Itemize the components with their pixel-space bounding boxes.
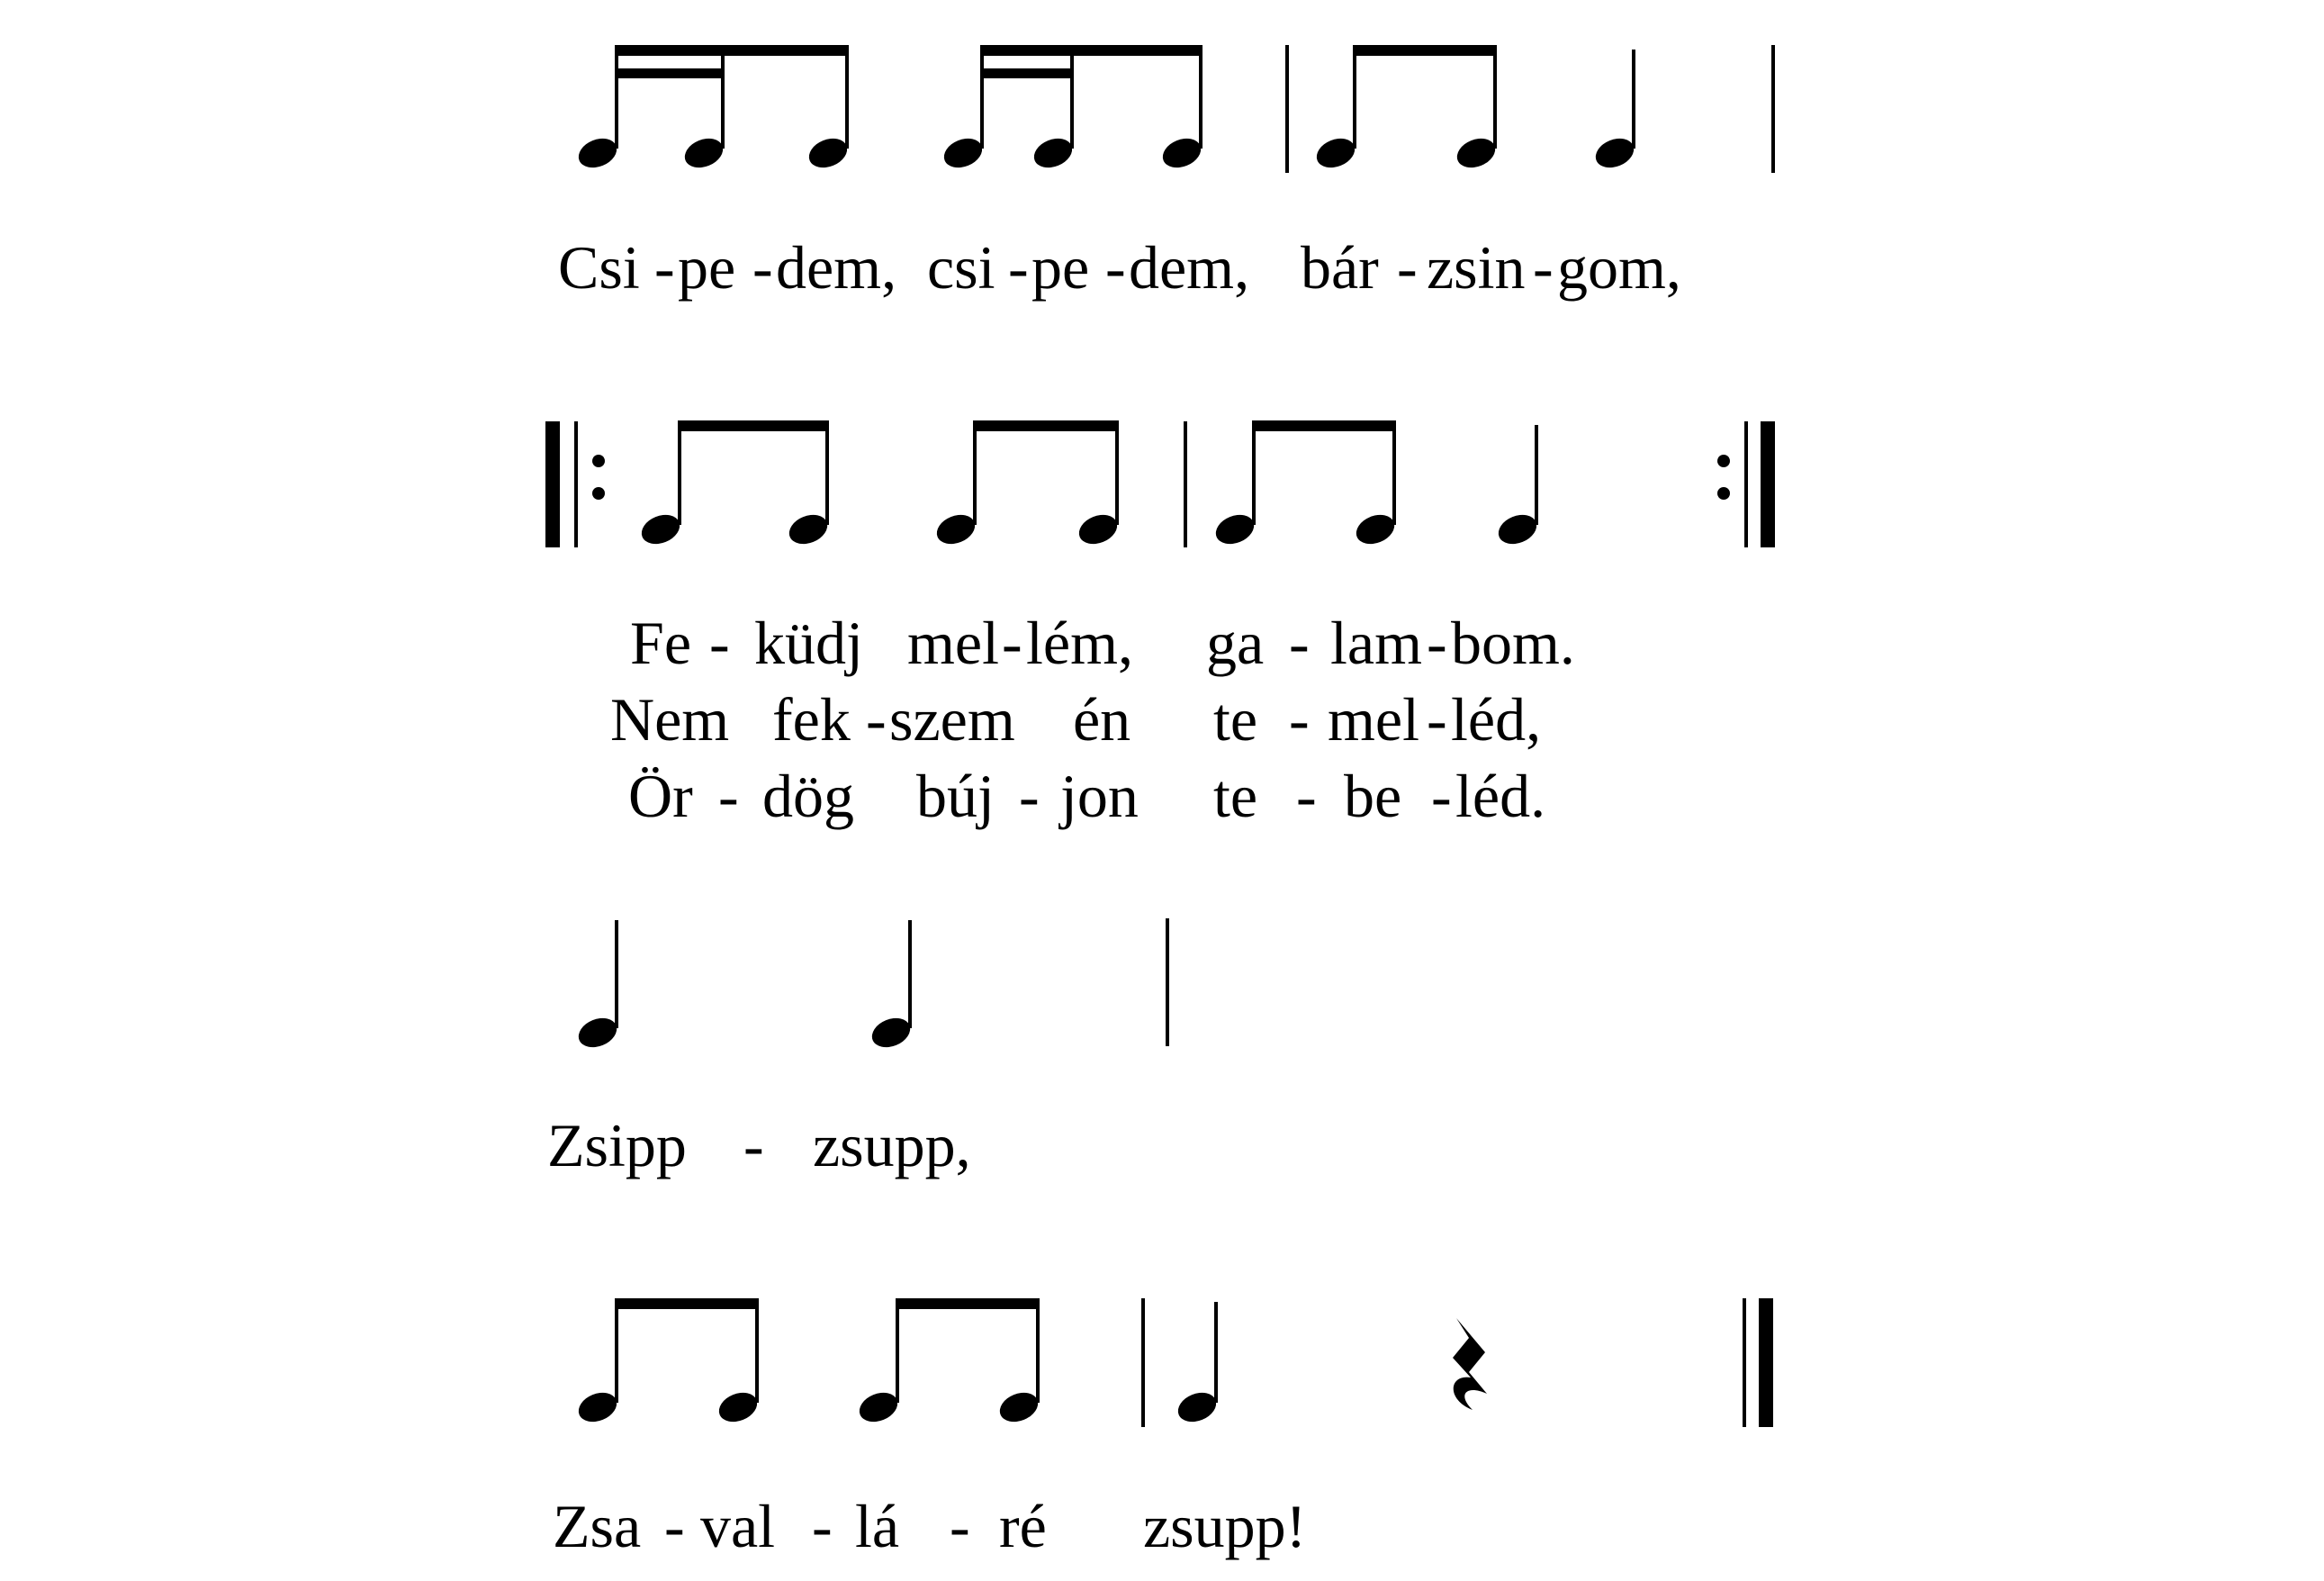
beam (1353, 45, 1497, 56)
lyric-hyphen: - (866, 685, 887, 754)
beam-group (637, 420, 832, 549)
repeat-start-barline (545, 421, 605, 547)
lyric-syllable: én (1073, 685, 1131, 754)
lyric-syllable: Zsa (553, 1492, 642, 1560)
beam-group (1212, 420, 1399, 549)
quarter-rest (1453, 1318, 1487, 1410)
lyric-hyphen: - (812, 1492, 833, 1560)
lyric-hyphen: - (654, 233, 675, 302)
lyric-syllable: dem, (1129, 233, 1250, 302)
lyric-syllable: ga (1206, 609, 1265, 677)
quarter-note (574, 920, 621, 1052)
lyric-syllable: pe (678, 233, 736, 302)
lyric-syllable: val (700, 1492, 776, 1560)
note-head (785, 510, 832, 549)
lyric-syllable: fek (772, 685, 851, 754)
quarter-note (868, 920, 914, 1052)
lyric-syllable: Fe (630, 609, 691, 677)
lyric-syllable: bár (1301, 233, 1379, 302)
lyric-syllable: búj (916, 762, 995, 830)
quarter-note (1591, 50, 1638, 173)
lyric-hyphen: - (1002, 609, 1022, 677)
lyric-syllable: zsupp, (813, 1111, 971, 1179)
system-1 (558, 45, 1773, 302)
beam-group (574, 1298, 761, 1427)
thick-barline (1761, 421, 1775, 547)
quarter-note (1494, 425, 1541, 549)
system-2 (545, 420, 1775, 830)
lyric-line (553, 1492, 1306, 1560)
lyric-syllable: lam (1330, 609, 1422, 677)
lyric-hyphen: - (950, 1492, 970, 1560)
lyric-hyphen: - (1008, 233, 1029, 302)
note-head (1312, 133, 1359, 173)
lyric-line (630, 609, 1575, 677)
lyric-syllable: jon (1060, 762, 1139, 830)
lyric-syllable: mel (1328, 685, 1419, 754)
note-head (1174, 1387, 1221, 1427)
beam-group (1312, 45, 1500, 173)
lyric-syllable: te (1213, 685, 1258, 754)
note-head (995, 1387, 1042, 1427)
system-3 (547, 918, 1167, 1179)
beam (1252, 420, 1396, 431)
note-head (1453, 133, 1500, 173)
beam (615, 45, 849, 56)
lyric-line (628, 762, 1545, 830)
beam-group (932, 420, 1121, 549)
beam (615, 1298, 759, 1309)
note-head (574, 1013, 621, 1052)
beam-group (574, 45, 851, 173)
system-4 (553, 1298, 1773, 1560)
lyric-syllable: lém, (1026, 609, 1133, 677)
thick-barline (545, 421, 560, 547)
lyric-hyphen: - (664, 1492, 685, 1560)
quarter-note (1174, 1302, 1221, 1427)
beam (973, 420, 1119, 431)
lyric-hyphen: - (1289, 609, 1310, 677)
lyric-hyphen: - (1431, 762, 1452, 830)
final-barline (1744, 1298, 1773, 1427)
lyric-syllable: Nem (610, 685, 730, 754)
lyric-syllable: be (1344, 762, 1402, 830)
thick-barline (1759, 1298, 1773, 1427)
lyric-hyphen: - (1533, 233, 1554, 302)
note-head (932, 510, 979, 549)
lyric-syllable: dem, (776, 233, 897, 302)
repeat-dot (1717, 487, 1730, 500)
note-head (855, 1387, 902, 1427)
note-head (1030, 133, 1076, 173)
lyric-hyphen: - (752, 233, 773, 302)
lyric-line (610, 685, 1541, 754)
beam-group (940, 45, 1205, 173)
lyric-line (558, 233, 1681, 302)
note-head (1075, 510, 1121, 549)
beam (678, 420, 829, 431)
lyric-syllable: Zsipp (547, 1111, 687, 1179)
lyric-syllable: bom. (1451, 609, 1575, 677)
lyric-hyphen: - (718, 762, 739, 830)
note-head (940, 133, 986, 173)
note-head (1352, 510, 1399, 549)
repeat-dot (592, 455, 605, 467)
lyric-syllable: lá (855, 1492, 900, 1560)
note-head (1494, 510, 1541, 549)
note-head (574, 133, 621, 173)
lyric-syllable: léd, (1451, 685, 1542, 754)
lyric-syllable: csi (927, 233, 995, 302)
lyric-hyphen: - (1289, 685, 1310, 754)
lyric-syllable: szem (889, 685, 1015, 754)
beam-group (855, 1298, 1042, 1427)
repeat-dot (592, 487, 605, 500)
beam-secondary (615, 68, 725, 78)
note-head (715, 1387, 761, 1427)
repeat-end-barline (1717, 421, 1775, 547)
lyric-hyphen: - (1105, 233, 1126, 302)
lyric-hyphen: - (1427, 685, 1447, 754)
lyric-syllable: léd. (1455, 762, 1546, 830)
notation-system-1 (574, 45, 1773, 173)
note-head (1212, 510, 1258, 549)
lyric-line (547, 1111, 971, 1179)
lyric-syllable: te (1213, 762, 1258, 830)
lyric-syllable: Ör (628, 762, 693, 830)
lyric-syllable: pe (1031, 233, 1090, 302)
lyric-hyphen: - (743, 1111, 764, 1179)
lyric-hyphen: - (1427, 609, 1447, 677)
lyric-syllable: dög (762, 762, 854, 830)
lyric-syllable: gom, (1557, 233, 1681, 302)
lyric-hyphen: - (1019, 762, 1040, 830)
repeat-dot (1717, 455, 1730, 467)
note-head (1591, 133, 1638, 173)
lyric-syllable: zsupp! (1143, 1492, 1307, 1560)
note-head (680, 133, 727, 173)
note-head (637, 510, 684, 549)
lyric-syllable: küdj (754, 609, 863, 677)
notation-system-4 (574, 1298, 1773, 1427)
note-head (1158, 133, 1205, 173)
note-head (805, 133, 851, 173)
notation-system-2 (545, 420, 1775, 549)
lyric-syllable: mel (907, 609, 999, 677)
lyric-syllable: Csi (558, 233, 640, 302)
lyric-syllable: zsin (1427, 233, 1526, 302)
lyric-syllable: ré (999, 1492, 1047, 1560)
lyric-hyphen: - (1296, 762, 1317, 830)
beam-secondary (980, 68, 1074, 78)
beam (980, 45, 1203, 56)
notation-system-3 (574, 918, 1167, 1052)
note-head (868, 1013, 914, 1052)
lyric-hyphen: - (1397, 233, 1418, 302)
beam (896, 1298, 1040, 1309)
lyric-hyphen: - (709, 609, 730, 677)
note-head (574, 1387, 621, 1427)
